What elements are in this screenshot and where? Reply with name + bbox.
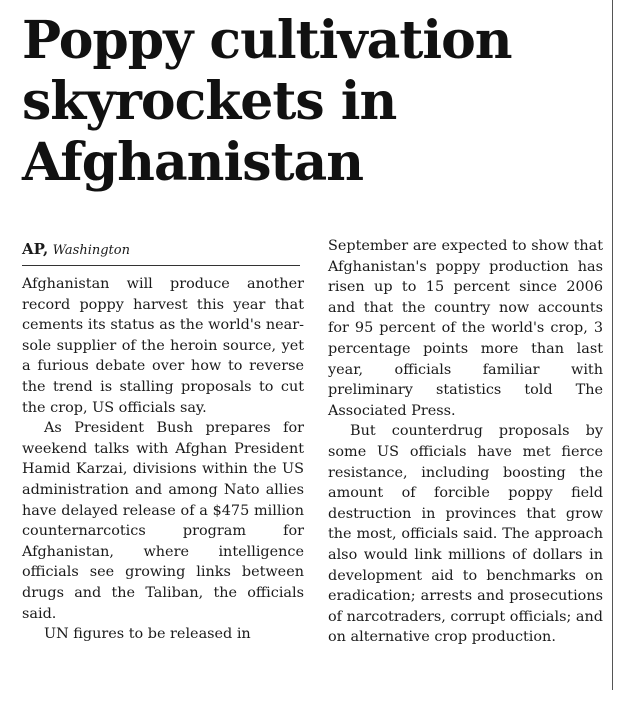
paragraph: Afghanistan will produce another record poppy harvest this year that cements its status as the world's near-sole supplier of the heroin source, yet a furious debate over how to reverse the trend is stalling proposals to cut the crop, US officials say.: [22, 276, 304, 416]
article-column-left: [22, 274, 304, 645]
article-headline: Poppy cultivation skyrockets in Afghanistan: [22, 10, 512, 193]
byline: [22, 239, 300, 266]
paragraph: But counterdrug proposals by some US officials have met fierce resistance, including boosting the amount of forcible poppy field destruction in provinces that grow the most, officials said. The approach also would link millions of dollars in development aid to benchmarks on eradication; arrests and prosecutions of narcotraders, corrupt officials; and on alternative crop production.: [328, 423, 603, 646]
byline-agency: AP,: [22, 240, 49, 258]
paragraph: September are expected to show that Afghanistan's poppy production has risen up to 15 percent since 2006 and that the country now accounts for 95 percent of the world's crop, 3 percentage points more than last year, officials familiar with preliminary statistics told The Associated Press.: [328, 238, 603, 419]
paragraph: As President Bush prepares for weekend talks with Afghan President Hamid Karzai, divisions within the US administration and among Nato allies have delayed release of a $475 million counternarcotics program for Afghanistan, where intelligence officials see growing links between drugs and the Taliban, the officials said.: [22, 420, 304, 622]
byline-location: Washington: [52, 243, 130, 258]
column-rule: [612, 0, 613, 690]
paragraph: UN figures to be released in: [44, 626, 251, 643]
article-column-right: [328, 236, 603, 648]
